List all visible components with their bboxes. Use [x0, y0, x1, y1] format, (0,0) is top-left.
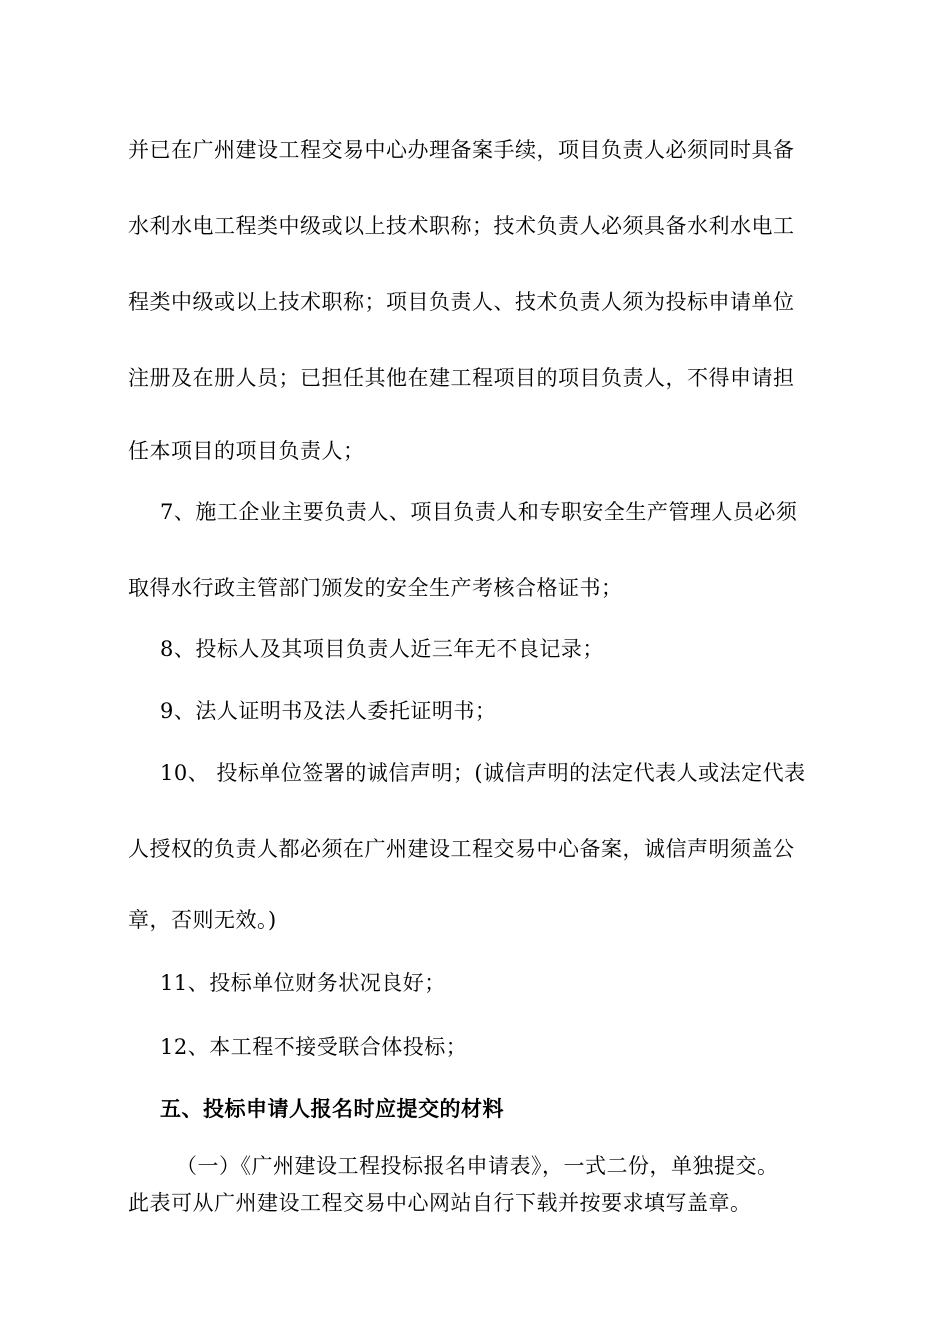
- list-item-10-continuation: 人授权的负责人都必须在广州建设工程交易中心备案，诚信声明须盖公: [128, 837, 795, 861]
- paragraph-line: 任本项目的项目负责人；: [128, 439, 365, 463]
- list-item-12: 12、本工程不接受联合体投标；: [160, 1035, 468, 1059]
- paragraph-line: 并已在广州建设工程交易中心办理备案手续，项目负责人必须同时具备: [128, 138, 795, 162]
- section-item-1-continuation: 此表可从广州建设工程交易中心网站自行下载并按要求填写盖章。: [128, 1191, 752, 1215]
- section-heading: 五、投标申请人报名时应提交的材料: [160, 1096, 504, 1121]
- paragraph-line: 注册及在册人员；已担任其他在建工程项目的项目负责人，不得申请担: [128, 366, 795, 390]
- list-item-7-continuation: 取得水行政主管部门颁发的安全生产考核合格证书；: [128, 576, 623, 600]
- list-item-7: 7、施工企业主要负责人、项目负责人和专职安全生产管理人员必须: [160, 500, 798, 524]
- list-item-10-continuation: 章，否则无效。): [128, 908, 277, 932]
- list-item-8: 8、投标人及其项目负责人近三年无不良记录；: [160, 637, 604, 661]
- paragraph-line: 程类中级或以上技术职称；项目负责人、技术负责人须为投标申请单位: [128, 290, 795, 314]
- section-item-1: （一）《广州建设工程投标报名申请表》，一式二份，单独提交。: [176, 1154, 779, 1178]
- list-item-11: 11、投标单位财务状况良好；: [160, 971, 446, 995]
- list-item-9: 9、法人证明书及法人委托证明书；: [160, 699, 497, 723]
- paragraph-line: 水利水电工程类中级或以上技术职称；技术负责人必须具备水利水电工: [128, 214, 795, 238]
- list-item-10: 10、 投标单位签署的诚信声明；(诚信声明的法定代表人或法定代表: [160, 761, 806, 785]
